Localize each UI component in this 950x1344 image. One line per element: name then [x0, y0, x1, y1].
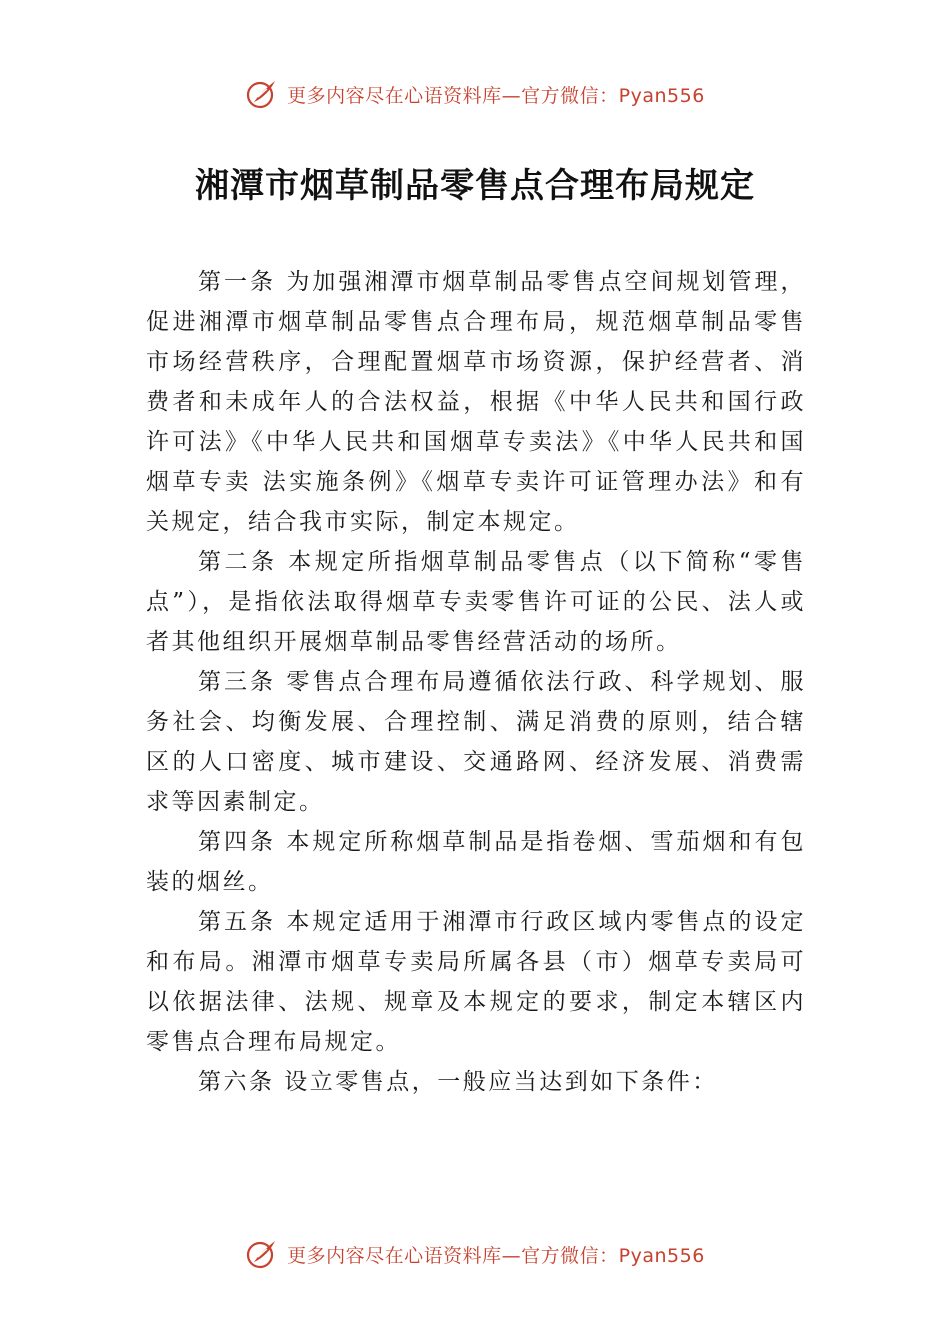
document-title: 湘潭市烟草制品零售点合理布局规定 — [195, 166, 755, 206]
watermark-banner-bottom — [0, 1234, 950, 1274]
feather-circle-logo-icon — [245, 1237, 279, 1271]
watermark-text: 更多内容尽在心语资料库—官方微信：Pyan556 — [287, 84, 705, 107]
article-2: 第二条 本规定所指烟草制品零售点（以下简称“零售点”），是指依法取得烟草专卖零售许可证的公民、法人或者其他组织开展烟草制品零售经营活动的场所。 — [146, 549, 806, 655]
watermark-text: 更多内容尽在心语资料库—官方微信：Pyan556 — [287, 1244, 705, 1267]
watermark-banner-top — [0, 74, 950, 114]
feather-circle-logo-icon — [245, 77, 279, 111]
article-5: 第五条 本规定适用于湘潭市行政区域内零售点的设定和布局。湘潭市烟草专卖局所属各县（市）烟草专卖局可以依据法律、法规、规章及本规定的要求，制定本辖区内零售点合理布局规定。 — [146, 909, 806, 1055]
article-6: 第六条 设立零售点，一般应当达到如下条件： — [198, 1069, 718, 1095]
article-3: 第三条 零售点合理布局遵循依法行政、科学规划、服务社会、均衡发展、合理控制、满足消费的原则，结合辖区的人口密度、城市建设、交通路网、经济发展、消费需求等因素制定。 — [146, 669, 806, 815]
article-1: 第一条 为加强湘潭市烟草制品零售点空间规划管理，促进湘潭市烟草制品零售点合理布局，规范烟草制品零售市场经营秩序，合理配置烟草市场资源，保护经营者、消费者和未成年人的合法权益，根据《中华人民共和国行政许可法》《中华人民共和国烟草专卖法》《中华人民共和国烟草专卖 法实施条例》《烟草专卖许可证管理办法》和有关规定，结合我市实际，制定本规定。 — [146, 269, 806, 535]
article-4: 第四条 本规定所称烟草制品是指卷烟、雪茄烟和有包装的烟丝。 — [146, 829, 806, 895]
document-body — [146, 262, 806, 1102]
